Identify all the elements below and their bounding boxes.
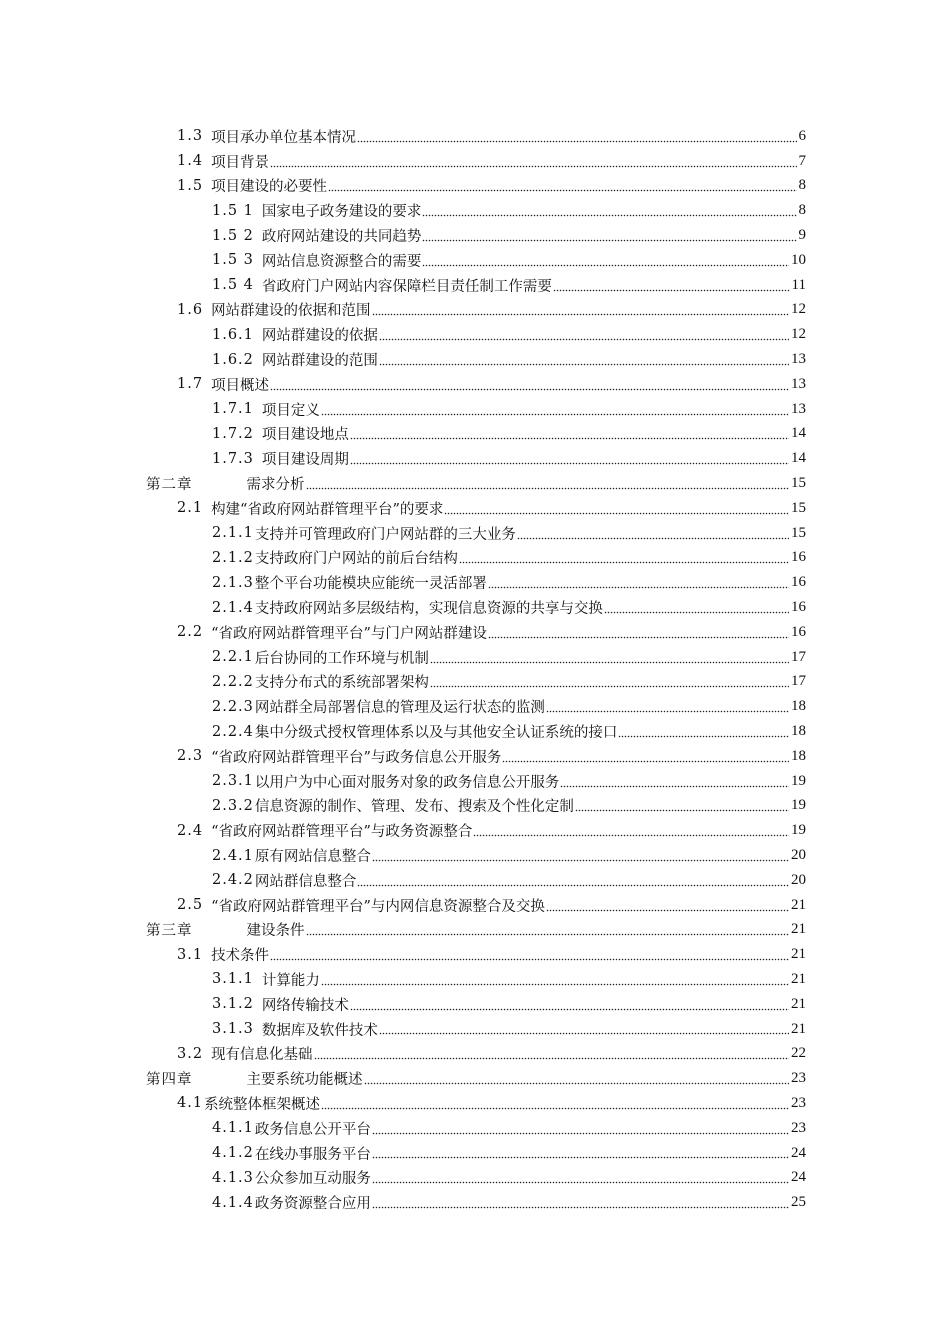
toc-entry-number: 2.4.2 — [212, 872, 254, 889]
toc-entry-title: 省政府门户网站内容保障栏目责任制工作需要 — [261, 278, 552, 295]
toc-entry-number: 4.1.3 — [212, 1169, 254, 1186]
dot-leader — [350, 437, 789, 440]
toc-entry-title: 网站群建设的依据 — [261, 328, 378, 345]
dot-leader — [422, 264, 789, 267]
toc-entry-title: 技术条件 — [211, 948, 270, 965]
toc-entry-number: 1.6.1 — [212, 326, 254, 343]
toc-entry-number: 第三章 — [146, 923, 193, 940]
toc-entry-number: 第四章 — [146, 1072, 193, 1089]
toc-entry-page-number: 15 — [791, 524, 806, 541]
toc-entry-number: 1.5 — [177, 177, 204, 194]
toc-entry-title: 网站群建设的范围 — [261, 353, 378, 370]
toc-entry[interactable] — [0, 1041, 950, 1066]
toc-entry-number: 2.2.3 — [212, 698, 254, 715]
toc-entry-page-number: 13 — [791, 351, 806, 368]
toc-entry-number: 2.1 — [177, 500, 204, 517]
toc-entry-page-number: 19 — [791, 822, 806, 839]
dot-leader — [575, 809, 789, 812]
toc-entry-page-number: 13 — [791, 400, 806, 417]
toc-entry-page-number: 23 — [791, 1094, 806, 1111]
toc-entry-number: 4.1.1 — [212, 1120, 254, 1137]
toc-entry-number: 3.1.2 — [212, 996, 254, 1013]
toc-entry-page-number: 24 — [791, 1169, 806, 1186]
toc-entry[interactable] — [0, 149, 950, 174]
dot-leader — [444, 512, 789, 515]
dot-leader — [379, 1032, 789, 1035]
toc-entry-number: 1.5 3 — [212, 252, 254, 269]
toc-entry-title: 在线办事服务平台 — [254, 1146, 371, 1163]
toc-entry[interactable] — [0, 198, 950, 223]
toc-entry[interactable] — [0, 1190, 950, 1215]
dot-leader — [422, 239, 796, 242]
toc-entry[interactable] — [0, 446, 950, 471]
toc-entry-title: 项目定义 — [261, 402, 320, 419]
toc-entry-title: 信息资源的制作、管理、发布、搜索及个性化定制 — [254, 799, 574, 816]
toc-entry[interactable] — [0, 918, 950, 943]
toc-entry-page-number: 17 — [791, 673, 806, 690]
dot-leader — [372, 313, 789, 316]
toc-entry-title: 需求分析 — [246, 477, 305, 494]
toc-entry-title: 网络传输技术 — [261, 997, 349, 1014]
dot-leader — [560, 785, 789, 788]
toc-entry-number: 2.2.2 — [212, 673, 254, 690]
dot-leader — [488, 636, 789, 639]
toc-entry-title: 项目建设周期 — [261, 452, 349, 469]
toc-entry[interactable] — [0, 942, 950, 967]
toc-entry[interactable] — [0, 223, 950, 248]
toc-entry-title: 项目建设的必要性 — [211, 179, 328, 196]
toc-entry[interactable] — [0, 397, 950, 422]
toc-entry-number: 2.2 — [177, 624, 204, 641]
dot-leader — [372, 1156, 789, 1159]
toc-entry-title: 项目承办单位基本情况 — [211, 129, 357, 146]
toc-entry-number: 1.6 — [177, 301, 204, 318]
dot-leader — [270, 958, 789, 961]
toc-entry-number: 2.1.3 — [212, 574, 254, 591]
toc-entry-number: 2.1.2 — [212, 549, 254, 566]
toc-entry-title: 公众参加互动服务 — [254, 1171, 371, 1188]
toc-entry[interactable] — [0, 1066, 950, 1091]
toc-entry-number: 4.1 — [177, 1095, 204, 1112]
dot-leader — [459, 561, 789, 564]
toc-entry-title: 数据库及软件技术 — [261, 1022, 378, 1039]
toc-entry-number: 1.5 2 — [212, 227, 254, 244]
toc-entry-title: 原有网站信息整合 — [254, 849, 371, 865]
toc-entry-number: 2.1.1 — [212, 525, 254, 542]
toc-entry-page-number: 21 — [791, 946, 806, 963]
dot-leader — [517, 537, 789, 540]
toc-entry[interactable] — [0, 794, 950, 819]
toc-entry[interactable] — [0, 843, 950, 868]
toc-entry-page-number: 14 — [791, 425, 806, 442]
toc-entry-page-number: 13 — [791, 375, 806, 392]
toc-entry-title: 网站群信息整合 — [254, 873, 357, 890]
toc-entry-number: 1.5 1 — [212, 202, 254, 219]
toc-entry-number: 2.1.4 — [212, 599, 254, 616]
toc-entry-page-number: 21 — [791, 970, 806, 987]
toc-entry-number: 1.3 — [177, 128, 204, 145]
toc-entry[interactable] — [0, 1091, 950, 1116]
toc-entry[interactable] — [0, 1141, 950, 1166]
dot-leader — [502, 760, 789, 763]
toc-entry-page-number: 6 — [798, 127, 806, 144]
toc-entry-page-number: 23 — [791, 1119, 806, 1136]
toc-entry-page-number: 16 — [791, 574, 806, 591]
toc-entry[interactable] — [0, 893, 950, 918]
dot-leader — [430, 685, 789, 688]
toc-entry-page-number: 17 — [791, 648, 806, 665]
toc-entry[interactable] — [0, 546, 950, 571]
toc-entry-page-number: 25 — [791, 1194, 806, 1211]
toc-entry-number: 1.7.2 — [212, 425, 254, 442]
toc-entry[interactable] — [0, 372, 950, 397]
toc-entry[interactable] — [0, 1116, 950, 1141]
toc-entry-number: 1.5 4 — [212, 277, 254, 294]
toc-entry-title: “省政府网站群管理平台”与内网信息资源整合及交换 — [211, 898, 545, 915]
toc-entry-title: 计算能力 — [261, 972, 320, 989]
toc-entry[interactable] — [0, 570, 950, 595]
toc-entry-title: 现有信息化基础 — [211, 1047, 313, 1064]
toc-entry-page-number: 18 — [791, 747, 806, 764]
toc-entry-title: 构建“省政府网站群管理平台”的要求 — [211, 501, 444, 518]
dot-leader — [357, 140, 796, 143]
dot-leader — [430, 661, 789, 664]
dot-leader — [553, 289, 790, 292]
dot-leader — [321, 983, 789, 986]
toc-entry-page-number: 15 — [791, 475, 806, 492]
toc-entry[interactable] — [0, 744, 950, 769]
dot-leader — [372, 859, 789, 862]
toc-entry-title: 项目概述 — [211, 377, 270, 394]
toc-entry-title: 后台协同的工作环境与机制 — [254, 650, 429, 667]
dot-leader — [422, 214, 796, 217]
toc-entry[interactable] — [0, 670, 950, 695]
toc-entry-title: 政府网站建设的共同趋势 — [261, 229, 422, 246]
toc-entry-page-number: 24 — [791, 1144, 806, 1161]
dot-leader — [306, 487, 790, 490]
toc-entry-page-number: 14 — [791, 450, 806, 467]
toc-entry[interactable] — [0, 1017, 950, 1042]
toc-entry[interactable] — [0, 496, 950, 521]
toc-entry-number: 2.3 — [177, 748, 204, 765]
toc-entry-title: “省政府网站群管理平台”与政务信息公开服务 — [211, 749, 502, 766]
toc-entry[interactable] — [0, 620, 950, 645]
toc-entry[interactable] — [0, 645, 950, 670]
toc-entry[interactable] — [0, 521, 950, 546]
toc-entry[interactable] — [0, 273, 950, 298]
toc-entry-page-number: 19 — [791, 797, 806, 814]
dot-leader — [379, 338, 789, 341]
dot-leader — [364, 1082, 790, 1085]
toc-entry-page-number: 9 — [798, 227, 806, 244]
toc-entry-number: 2.4 — [177, 822, 204, 839]
dot-leader — [372, 1132, 789, 1135]
toc-entry-number: 4.1.4 — [212, 1194, 254, 1211]
toc-entry-page-number: 15 — [791, 499, 806, 516]
toc-entry[interactable] — [0, 322, 950, 347]
dot-leader — [350, 1008, 789, 1011]
toc-entry[interactable] — [0, 769, 950, 794]
toc-entry-title: 政务信息公开平台 — [254, 1121, 371, 1138]
dot-leader — [270, 165, 796, 168]
toc-entry-number: 第二章 — [146, 477, 193, 494]
toc-entry-page-number: 7 — [798, 152, 806, 169]
toc-entry-page-number: 18 — [791, 698, 806, 715]
toc-entry-title: “省政府网站群管理平台”与政务资源整合 — [211, 824, 473, 841]
toc-entry[interactable] — [0, 248, 950, 273]
toc-entry-page-number: 11 — [791, 276, 806, 293]
toc-entry-title: 支持政府门户网站的前后台结构 — [254, 551, 458, 568]
toc-entry-page-number: 16 — [791, 549, 806, 566]
toc-entry-page-number: 12 — [791, 326, 806, 343]
toc-entry[interactable] — [0, 471, 950, 496]
toc-entry-number: 3.2 — [177, 1045, 204, 1062]
toc-entry-title: 主要系统功能概述 — [246, 1072, 363, 1089]
toc-entry-title: 建设条件 — [246, 923, 305, 940]
toc-entry-title: 项目建设地点 — [261, 427, 349, 444]
toc-entry-title: 支持政府网站多层级结构，实现信息资源的共享与交换 — [254, 601, 603, 618]
toc-entry-number: 3.1.3 — [212, 1021, 254, 1038]
toc-entry[interactable] — [0, 347, 950, 372]
toc-entry-number: 2.5 — [177, 897, 204, 914]
toc-entry-title: 整个平台功能模块应能统一灵活部署 — [254, 576, 487, 593]
toc-entry-title: 政务资源整合应用 — [254, 1196, 371, 1213]
toc-entry-title: 集中分级式授权管理体系以及与其他安全认证系统的接口 — [254, 725, 618, 742]
toc-entry-number: 1.7.1 — [212, 401, 254, 418]
toc-entry-number: 2.2.1 — [212, 649, 254, 666]
dot-leader — [546, 909, 789, 912]
toc-entry-title: “省政府网站群管理平台”与门户网站群建设 — [211, 625, 487, 642]
toc-entry[interactable] — [0, 298, 950, 323]
dot-leader — [321, 413, 789, 416]
toc-entry[interactable] — [0, 694, 950, 719]
toc-entry[interactable] — [0, 1165, 950, 1190]
toc-entry[interactable] — [0, 719, 950, 744]
toc-entry-page-number: 21 — [791, 896, 806, 913]
toc-entry-page-number: 16 — [791, 623, 806, 640]
toc-entry-number: 1.6.2 — [212, 351, 254, 368]
toc-entry-number: 1.7.3 — [212, 450, 254, 467]
toc-entry-title: 网站信息资源整合的需要 — [261, 253, 422, 270]
toc-entry-page-number: 18 — [791, 723, 806, 740]
dot-leader — [604, 611, 789, 614]
toc-entry-page-number: 16 — [791, 599, 806, 616]
toc-entry-page-number: 22 — [791, 1045, 806, 1062]
dot-leader — [350, 462, 789, 465]
toc-entry-page-number: 10 — [791, 251, 806, 268]
dot-leader — [372, 1206, 789, 1209]
dot-leader — [488, 586, 789, 589]
toc-entry-page-number: 19 — [791, 772, 806, 789]
dot-leader — [357, 884, 789, 887]
toc-entry-title: 网站群全局部署信息的管理及运行状态的监测 — [254, 700, 545, 717]
toc-entry-page-number: 21 — [791, 1020, 806, 1037]
toc-entry[interactable] — [0, 595, 950, 620]
toc-entry-page-number: 21 — [791, 921, 806, 938]
toc-entry-page-number: 12 — [791, 301, 806, 318]
toc-entry-title: 系统整体框架概述 — [204, 1096, 321, 1113]
toc-entry[interactable] — [0, 818, 950, 843]
toc-entry[interactable] — [0, 174, 950, 199]
dot-leader — [372, 1181, 789, 1184]
dot-leader — [473, 834, 789, 837]
toc-entry[interactable] — [0, 124, 950, 149]
dot-leader — [328, 189, 796, 192]
toc-entry-title: 国家电子政务建设的要求 — [261, 204, 422, 221]
toc-entry-number: 3.1 — [177, 946, 204, 963]
dot-leader — [546, 710, 789, 713]
toc-entry-page-number: 8 — [798, 202, 806, 219]
toc-entry-title: 以用户为中心面对服务对象的政务信息公开服务 — [254, 774, 560, 791]
toc-entry[interactable] — [0, 967, 950, 992]
toc-entry-title: 支持并可管理政府门户网站群的三大业务 — [254, 526, 516, 543]
toc-entry-title: 支持分布式的系统部署架构 — [254, 675, 429, 692]
toc-entry-number: 4.1.2 — [212, 1145, 254, 1162]
toc-entry[interactable] — [0, 868, 950, 893]
toc-entry-number: 3.1.1 — [212, 971, 254, 988]
toc-entry-page-number: 21 — [791, 995, 806, 1012]
toc-entry-number: 1.7 — [177, 376, 204, 393]
toc-entry-page-number: 20 — [791, 871, 806, 888]
toc-entry-title: 网站群建设的依据和范围 — [211, 303, 371, 320]
dot-leader — [314, 1057, 789, 1060]
toc-entry-title: 项目背景 — [211, 154, 270, 171]
toc-entry-page-number: 23 — [791, 1070, 806, 1087]
toc-entry[interactable] — [0, 422, 950, 447]
dot-leader — [270, 388, 789, 391]
dot-leader — [618, 735, 789, 738]
toc-entry-number: 2.2.4 — [212, 723, 254, 740]
toc-entry-number: 2.3.1 — [212, 773, 254, 790]
dot-leader — [321, 1107, 789, 1110]
dot-leader — [379, 363, 789, 366]
toc-entry-number: 2.4.1 — [212, 847, 254, 864]
table-of-contents — [0, 124, 950, 1215]
toc-entry-number: 1.4 — [177, 153, 204, 170]
dot-leader — [306, 933, 790, 936]
toc-entry-page-number: 20 — [791, 847, 806, 863]
toc-entry-page-number: 8 — [798, 177, 806, 194]
toc-entry-number: 2.3.2 — [212, 797, 254, 814]
toc-entry[interactable] — [0, 992, 950, 1017]
